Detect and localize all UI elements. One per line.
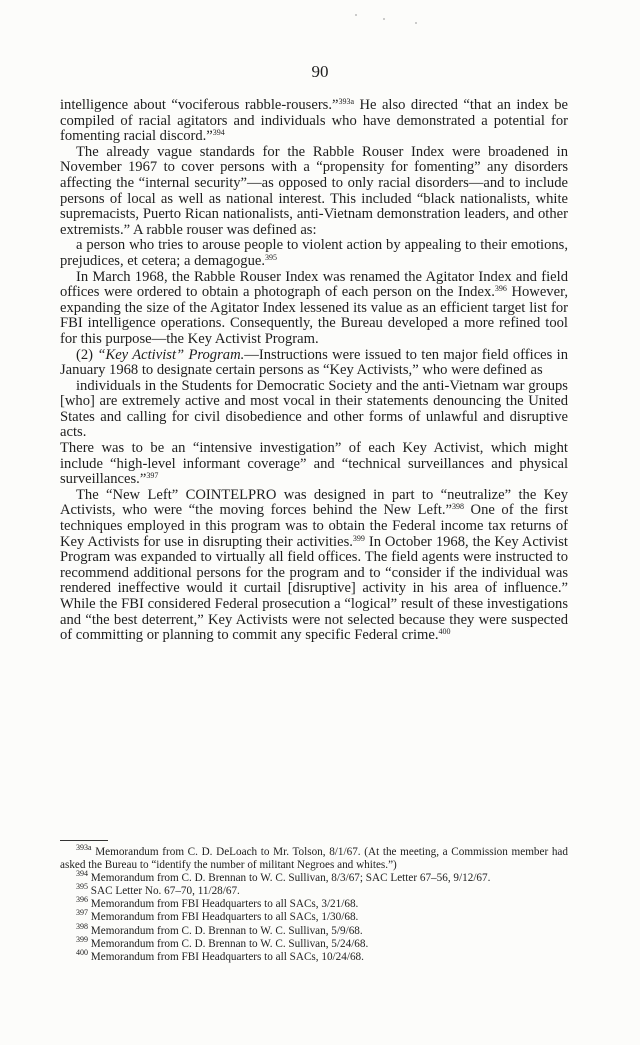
paragraph: The “New Left” COINTELPRO was designed in part to “neutralize” the Key Activists, who were “the moving forces behind the New Left.”$^{398}$ One of the first techniques employed in this program was to obtain the Federal income tax returns of Key Activists for use in disrupting their activities.$^{399}$ In October 1968, the Key Activist Program was expanded to virtually all field offices. The field agents were instructed to recommend additional persons for the program and to “consider if the individual was rendered ineffective would it curtail [disruptive] activity in his area of influence.” While the FBI considered Federal prosecution a “logical” result of these investigations and “the best deterrent,” Key Activists were not selected because they were suspected of committing or planning to commit any specific Federal crime.$^{400}$	[60, 486, 568, 644]
footnote-ref: 400	[438, 627, 451, 637]
paragraph: There was to be an “intensive investigation” of each Key Activist, which might include “high-level informant coverage” and “technical surveillances and physical surveillances.”$^{397}$	[60, 440, 568, 488]
footnotes	[60, 843, 568, 964]
footnote: $^{396}$ Memorandum from FBI Headquarters to all SACs, 3/21/68.	[76, 895, 359, 911]
footnote: $^{395}$ SAC Letter No. 67–70, 11/28/67.	[76, 882, 240, 898]
paragraph: The already vague standards for the Rabble Rouser Index were broadened in November 1967 to cover persons with a “propensity for fomenting” any disorders affecting the “internal security”—as opposed to only racial disorders—and to include persons of local as well as national interest. This included “black nationalists, white supremacists, Puerto Rican nationalists, anti-Vietnam demonstration leaders, and other extremists.” A rabble rouser was defined as:	[60, 143, 568, 238]
footnote-ref: 395	[265, 252, 278, 262]
section-heading: “Key Activist” Program.	[97, 346, 245, 363]
footnote-ref: 393a	[338, 97, 355, 106]
body-text	[60, 98, 568, 644]
footnote: $^{398}$ Memorandum from C. D. Brennan to W. C. Sullivan, 5/9/68.	[76, 921, 363, 937]
footnote-ref: 398	[452, 502, 465, 512]
footnote-ref: 396	[494, 284, 507, 294]
scan-speck	[355, 14, 357, 16]
block-quote: individuals in the Students for Democratic Society and the anti-Vietnam war groups [who] are extremely active and most vocal in their statements denouncing the United States and calling for civil disobedience and other forms of unlawful and disruptive acts.	[60, 377, 568, 441]
paragraph: intelligence about “vociferous rabble-rousers.”$^{393a}$ He also directed “that an index be compiled of racial agitators and individuals who have demonstrated a potential for fomenting racial discord.”$^{394}$	[60, 97, 568, 145]
paragraph: In March 1968, the Rabble Rouser Index was renamed the Agitator Index and field offices were ordered to obtain a photograph of each person on the Index.$^{396}$ However, expanding the size of the Agitator Index lessened its value as an efficient target list for FBI intelligence operations. Consequently, the Bureau developed a more refined tool for this purpose—the Key Activist Program.	[60, 268, 568, 347]
footnote-divider	[60, 840, 108, 841]
footnote-ref: 397	[146, 471, 159, 481]
scan-speck	[415, 22, 417, 24]
paragraph: (2) “Key Activist” Program.—Instructions were issued to ten major field offices in January 1968 to designate certain persons as “Key Activists,” who were defined as	[60, 346, 569, 379]
footnote-ref: 394	[212, 128, 225, 138]
footnote: $^{393a}$ Memorandum from C. D. DeLoach to Mr. Tolson, 8/1/67. (At the meeting, a Commission member had asked the Bureau to “identify the number of militant Negroes and whites.”)	[60, 843, 568, 872]
footnote: $^{394}$ Memorandum from C. D. Brennan to W. C. Sullivan, 8/3/67; SAC Letter 67–56, 9/12/67.	[76, 869, 491, 885]
page-number: 90	[311, 62, 329, 81]
footnote: $^{399}$ Memorandum from C. D. Brennan to W. C. Sullivan, 5/24/68.	[76, 934, 369, 950]
scan-speck	[383, 18, 385, 20]
footnote: $^{397}$ Memorandum from FBI Headquarters to all SACs, 1/30/68.	[76, 908, 359, 924]
footnote-ref: 399	[352, 533, 365, 543]
block-quote: a person who tries to arouse people to violent action by appealing to their emotions, prejudices, et cetera; a demagogue.$^{395}$	[60, 237, 568, 269]
footnote: $^{400}$ Memorandum from FBI Headquarters to all SACs, 10/24/68.	[76, 947, 364, 963]
